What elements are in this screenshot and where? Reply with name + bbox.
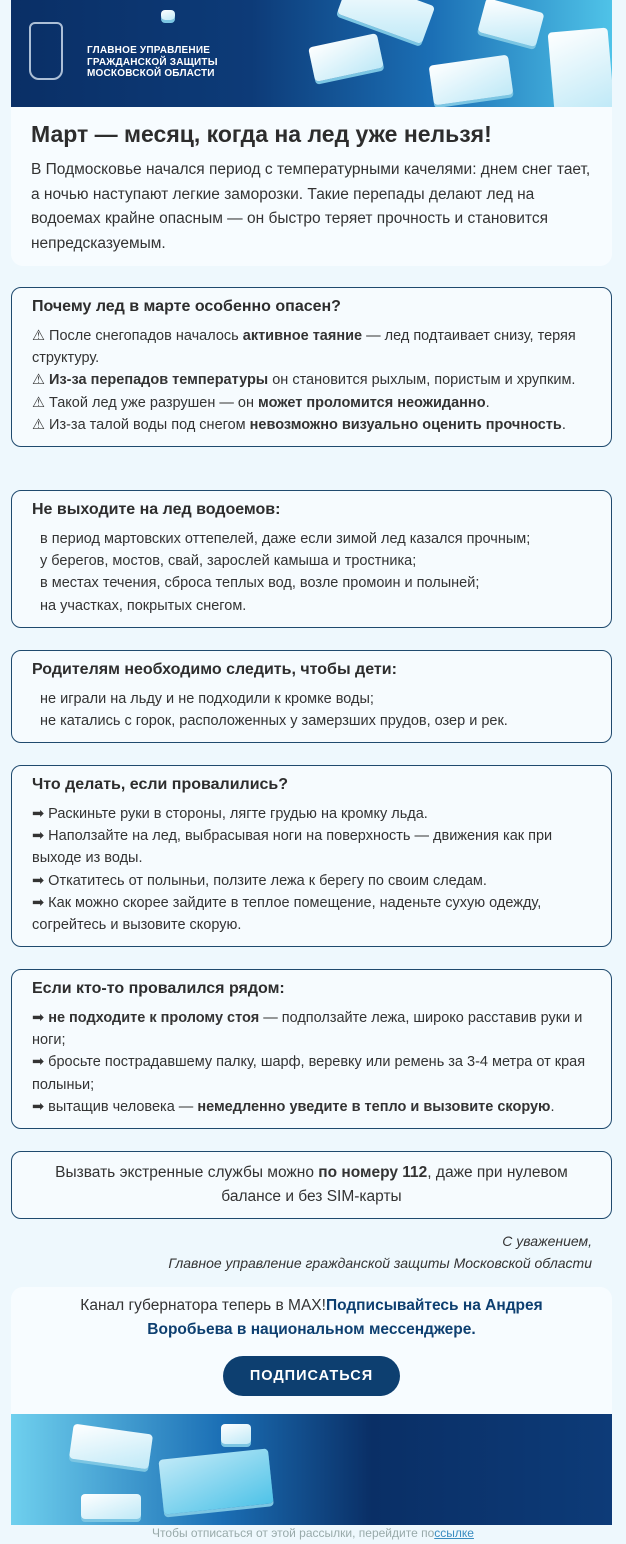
subscribe-cta: Подписывайтесь на Андрея Воробьева в национальном мессенджере. [147,1297,543,1338]
subscribe-button[interactable]: ПОДПИСАТЬСЯ [223,1356,400,1396]
list-item: ➡ Наползайте на лед, выбрасывая ноги на поверхность — движения как при выходе из воды. [32,828,553,867]
header-banner [11,0,612,107]
section-title: Если кто-то провалился рядом: [32,980,285,997]
list-item: ➡ Раскиньте руки в стороны, лягте грудью на кромку льда. [32,806,428,822]
list-item: ➡ Как можно скорее зайдите в теплое помещение, наденьте сухую одежду, согрейтесь и вызовите скорую. [32,894,542,934]
list-item: в местах течения, сброса теплых вод, возле промоин и полыней; [40,575,480,592]
do-not-go-card [11,490,612,628]
coat-of-arms-logo [29,22,63,80]
unsubscribe-link[interactable]: ссылке [434,1526,474,1540]
list-item: ➡ не подходите к пролому стоя — подползайте лежа, широко расставив руки и ноги; [32,1010,583,1049]
list-item: ⚠ Такой лед уже разрушен — он может проломится неожиданно. [32,394,490,411]
signature: С уважением, Главное управление гражданской защиты Московской области [168,1233,592,1271]
if-fallen-card [11,765,612,947]
list-item: ⚠ Из-за перепадов температуры он становится рыхлым, пористым и хрупким. [32,372,576,389]
list-item: у берегов, мостов, свай, зарослей камыша и тростника; [40,553,417,570]
section-title: Что делать, если провалились? [32,776,289,793]
list-item: в период мартовских оттепелей, даже если зимой лед казался прочным; [40,531,531,547]
list-item: ➡ вытащив человека — немедленно уведите в тепло и вызовите скорую. [32,1098,555,1115]
section-title: Не выходите на лед водоемов: [32,501,281,518]
org-name: ГЛАВНОЕ УПРАВЛЕНИЕ ГРАЖДАНСКОЙ ЗАЩИТЫ МОСКОВСКОЙ ОБЛАСТИ [87,45,218,79]
list-item: на участках, покрытых снегом. [40,597,247,614]
list-item: не играли на льду и не подходили к кромке воды; [40,691,374,707]
list-item: ⚠ После снегопадов началось активное таяние — лед подтаивает снизу, теряя структуру. [32,328,576,367]
page-title: Март — месяц, когда на лед уже нельзя! [31,121,492,147]
emergency-card: Вызвать экстренные службы можно по номеру 112, даже при нулевом балансе и без SIM-карты [11,1151,612,1219]
intro-text: В Подмосковье начался период с температурными качелями: днем снег тает, а ночью наступают легкие заморозки. Такие перепады делают лед на водоемах крайне опасным — он быстро теряет прочность и становится непредсказуемым. [31,161,591,252]
why-dangerous-card [11,287,612,447]
parents-card [11,650,612,743]
section-title: Родителям необходимо следить, чтобы дети: [32,661,397,678]
list-item: не катались с горок, расположенных у замерзших прудов, озер и рек. [40,713,508,730]
footer-banner [11,1414,612,1525]
unsubscribe-text: Чтобы отписаться от этой рассылки, перейдите поссылке [152,1526,474,1540]
if-someone-fell-card [11,969,612,1129]
section-title: Почему лед в марте особенно опасен? [32,298,341,315]
list-item: ➡ бросьте пострадавшему палку, шарф, веревку или ремень за 3-4 метра от края полыньи; [32,1054,586,1093]
list-item: ⚠ Из-за талой воды под снегом невозможно визуально оценить прочность. [32,416,566,433]
intro-card [11,107,612,266]
subscribe-card: Канал губернатора теперь в MAX!Подписывайтесь на Андрея Воробьева в национальном мессенджере. ПОДПИСАТЬСЯ [11,1287,612,1414]
list-item: ➡ Откатитесь от полыньи, ползите лежа к берегу по своим следам. [32,872,487,889]
